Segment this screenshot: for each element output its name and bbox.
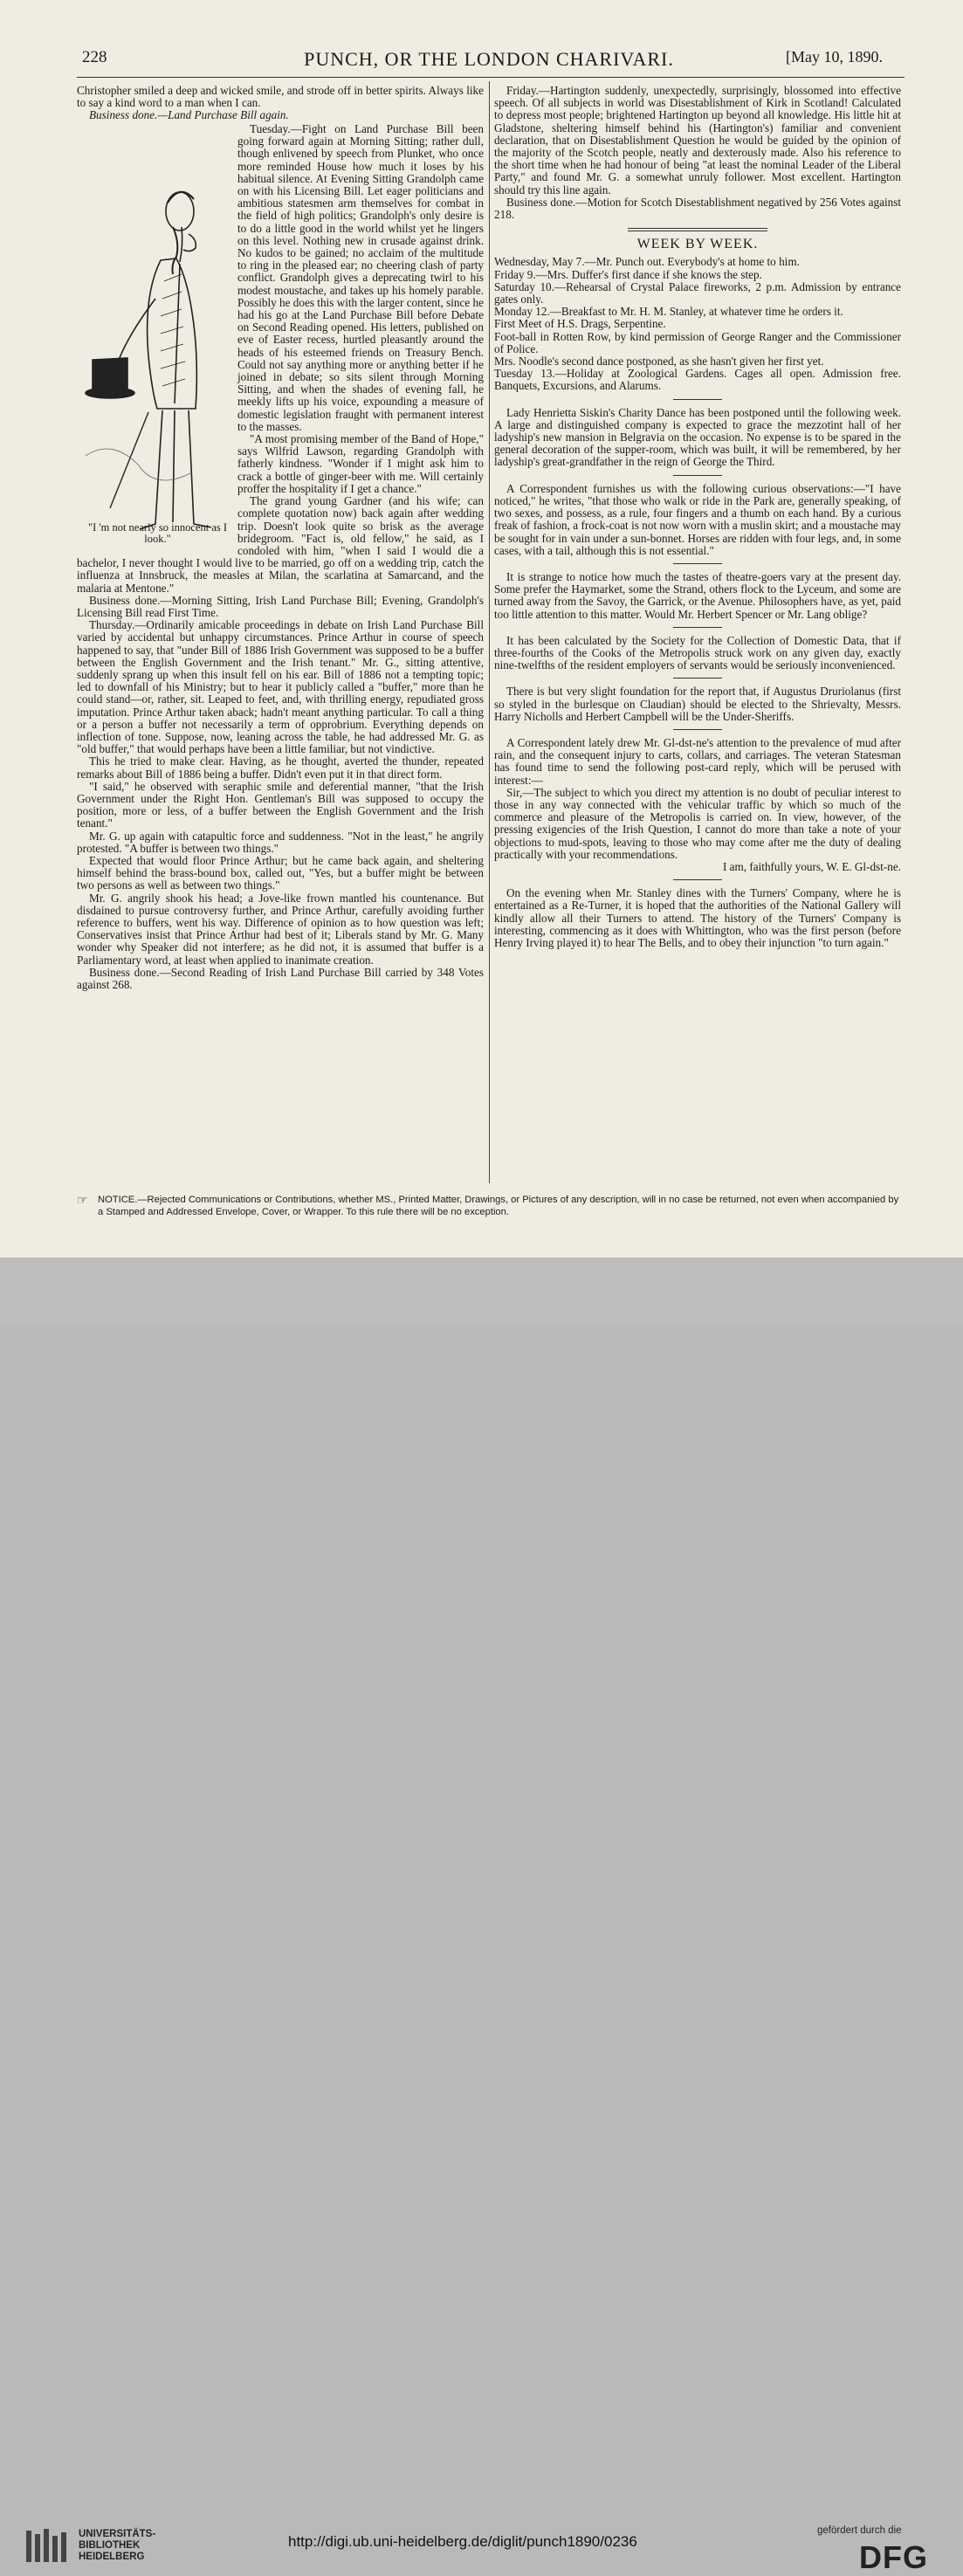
paragraph: Business done.—Morning Sitting, Irish Land Purchase Bill; Evening, Grandolph's Licensing Bill read First Time.	[77, 593, 484, 619]
editorial-notice: NOTICE.—Rejected Communications or Contributions, whether MS., Printed Matter, Drawings, or Pictures of any description, will in no case be returned, not even when accompanied by a Stamped and Addressed Envelope, Cover, or Wrapper. To this rule there will be no exception.	[98, 1195, 899, 1217]
paragraph: It is strange to notice how much the tastes of theatre-goers vary at the present day. Some prefer the Haymarket, some the Strand, others flock to the Lyceum, and some are turned away from the Savoy, the Garrick, or the Avenue. Philosophers have, as yet, paid too little attention to this matter. Would Mr. Herbert Spencer or Mr. Lang oblige?	[494, 569, 901, 621]
paragraph: Mr. G. up again with catapultic force and suddenness. "Not in the least," he angrily protested. "A buffer is between two things."	[77, 829, 484, 855]
university-library-logo-icon	[24, 2525, 70, 2567]
diary-entry: Saturday 10.—Rehearsal of Crystal Palace fireworks, 2 p.m. Admission by entrance gates only.	[494, 279, 901, 307]
newspaper-page	[0, 0, 963, 1257]
digital-library-url-link[interactable]: http://digi.ub.uni-heidelberg.de/diglit/punch1890/0236	[288, 2533, 637, 2550]
paragraph: Friday.—Hartington suddenly, unexpectedly, surprisingly, blossomed into effective speech. Of all subjects in world was Disestablishment of Kirk in Scotland! Calculated to depress most people; brightened Hartington up beyond all knowledge. His little hit at Gladstone, sheltering himself behind his (Hartington's) familiar and convenient declaration, that on Disestablishment Question he would be guided by the opinion of the majority of the Scotch people, neatly and dexterously made. Also his reference to the short time when he had honour of being "at least the nominal Leader of the Liberal Party," and found Mr. G. a somewhat unruly follower. Most excellent. Hartington should try this line again.	[494, 84, 901, 196]
diary-entry: Friday 9.—Mrs. Duffer's first dance if she knows the step.	[494, 267, 762, 281]
paragraph: Thursday.—Ordinarily amicable proceedings in debate on Irish Land Purchase Bill varied by accidental but unhappy circumstances. Prince Arthur in course of speech happened to say, that "under Bill of 1886 Irish Government was supposed to be a buffer between the English Government and the Irish tenant." Mr. G., sitting attentive, suddenly sprang up when this insult fell on his ear. Bill of 1886 not a tempting topic; led to downfall of his Ministry; but to hear it publicly called a "buffer," more than he could stand—or, rather, sit. Leaped to feet, and, with thrilling energy, repudiated gross imputation. Prince Arthur taken aback; hadn't meant anything particular. To call a thing or a person a buffer not necessarily a term of opprobrium. Everything depends on inflection of tone. Suppose, now, leaning across the table, he had addressed Mr. G. as "old buffer," that would perhaps have been a little familiar, but not vindictive.	[77, 618, 484, 756]
diary-entry: Wednesday, May 7.—Mr. Punch out. Everybody's at home to him.	[494, 255, 800, 269]
paragraph: Christopher smiled a deep and wicked smile, and strode off in better spirits. Always like to say a kind word to a man when I can.	[77, 84, 484, 110]
double-rule-separator	[628, 228, 767, 231]
diary-entry: Foot-ball in Rotten Row, by kind permission of George Ranger and the Commissioner of Police.	[494, 329, 901, 355]
paragraph: Tuesday.—Fight on Land Purchase Bill been going forward again at Morning Sitting; rather dull, though enlivened by speech from Plunket, who once more reminded House how much it loses by his habitual silence. At Evening Sitting Grandolph came on with his Licensing Bill. Let eager politicians and ambitious statesmen arm themselves for combat in the field of high politics; Grandolph's only desire is to do a little good in the world whilst yet he lingers on this level. Nothing new in crusade against drink. No kudos to be gained; no acclaim of the multitude to ring in the pleased ear; no cheering clash of party conflict. Grandolph gives a deprecating twirl to his modest moustache, and takes up his homely parable. Possibly he does this with the larger content, since he had his go at the Land Purchase Bill before Debate on Second Reading opened. His letters, published on eve of Easter recess, hurtled pleasantly around the heads of his esteemed friends on Treasury Bench. Could not say anything more or anything better if he joined in debate; so sits silent through Morning Sitting, and when the shades of evening fall, he meekly lifts up his voice, expounding a measure of domestic legislation fraught with permanent interest to the masses.	[237, 122, 484, 433]
diary-entry: Monday 12.—Breakfast to Mr. H. M. Stanley, at whatever time he orders it.	[494, 305, 843, 319]
diary-entry: First Meet of H.S. Drags, Serpentine.	[494, 317, 666, 331]
footer-bar	[0, 1257, 963, 2575]
paragraph: This he tried to make clear. Having, as he thought, averted the thunder, repeated remarks about Bill of 1886 being a buffer. Didn't even put it in that direct form.	[77, 754, 484, 781]
library-name: UNIVERSITÄTS- BIBLIOTHEK HEIDELBERG	[79, 2529, 156, 2562]
paragraph: Business done.—Land Purchase Bill again.	[89, 108, 289, 122]
section-title: WEEK BY WEEK.	[636, 237, 759, 252]
paragraph: "A most promising member of the Band of Hope," says Wilfrid Lawson, regarding Grandolph with fatherly kindness. "Wonder if I might ask him to crack a bottle of ginger-beer with me. Will certainly proffer the hospitality if I get a chance."	[237, 432, 484, 495]
paragraph: There is but very slight foundation for the report that, if Augustus Druriolanus (first so styled in the burlesque on Claudian) should be elected to the Shrievalty, Messrs. Harry Nicholls and Herbert Campbell will be the Under-Sheriffs.	[494, 685, 901, 723]
paragraph: The grand young Gardner (and his wife; can complete quotation now) back again after wedding trip. Doesn't look quite so brisk as the average bridegroom. "Fact is, old fellow," he said, as I condoled with him, "when I said I would die a bachelor, I never thought I would live to be married, go off on a wedding trip, catch the influenza at Innsbruck, the measles at Milan, the scarlatina at Samarcand, and the malaria at Mentone."	[77, 494, 484, 595]
separator-rule	[673, 399, 722, 400]
separator-rule	[673, 563, 722, 564]
separator-rule	[673, 475, 722, 476]
diary-entry: Mrs. Noodle's second dance postponed, as she hasn't given her first yet.	[494, 355, 824, 368]
right-column	[494, 85, 901, 949]
paragraph: Business done.—Motion for Scotch Disestablishment negatived by 256 Votes against 218.	[494, 195, 901, 222]
left-column-top	[77, 85, 484, 122]
header-rule	[77, 77, 905, 78]
pointing-hand-icon: ☞	[77, 1194, 88, 1208]
separator-rule	[673, 729, 722, 730]
signature-line: I am, faithfully yours, W. E. Gl-dst-ne.	[722, 859, 901, 873]
paragraph: A Correspondent furnishes us with the following curious observations:—"I have noticed," he writes, "that those who walk or ride in the Park are, generally speaking, of two sexes, and possess, as a rule, four fingers and a thumb on each hand. By a curious freak of fashion, a frock-coat is not now worn with a muslin skirt; and a moustache may be sought for in vain under a sun-bonnet. Horses are ridden with four legs, and, in some cases, with a tail, although this is not essential."	[494, 481, 901, 557]
paragraph: Business done.—Second Reading of Irish Land Purchase Bill carried by 348 Votes against 268.	[77, 965, 484, 992]
funding-note: gefördert durch die	[817, 2525, 902, 2536]
paragraph: Expected that would floor Prince Arthur; but he came back again, and sheltering himself behind the brass-bound box, called out, "Yes, but a buffer might be between two persons as well as between two things."	[77, 853, 484, 892]
diary-entry: Tuesday 13.—Holiday at Zoological Gardens. Cages all open. Admission free. Banquets, Excursions, and Alarums.	[494, 367, 901, 393]
separator-rule	[673, 627, 722, 628]
separator-rule	[673, 879, 722, 880]
paragraph: Lady Henrietta Siskin's Charity Dance has been postponed until the following week. A large and distinguished company is expected to grace the mezzotint hall of her ladyship's new mansion in Belgravia on the occasion. No expense is to be spared in the general decoration of the supper-room, which was built, it will be remembered, by her ladyship's great-grandfather in the reign of George the Third.	[494, 405, 901, 469]
paragraph: It has been calculated by the Society for the Collection of Domestic Data, that if three-fourths of the Cooks of the Metropolis struck work on any given day, exactly nine-twelfths of the resident employers of servants would be seriously inconvenienced.	[494, 633, 901, 672]
illustration-caption: "I 'm not nearly so innocent as I look."	[87, 521, 228, 545]
paragraph: Mr. G. angrily shook his head; a Jove-like frown mantled his countenance. But disdained to pursue controversy further, and Prince Arthur, carefully avoiding further reference to buffers, went his way. Difference of opinion as to how question was left; Conservatives insist that Prince Arthur had best of it; Liberals stand by Mr. G. Many wonder why Speaker did not interfere; as he did not, it is assumed that buffer is a Parliamentary word, at least when applied to inanimate creation.	[77, 891, 484, 967]
left-column-wrap	[77, 123, 484, 991]
masthead-title: PUNCH, OR THE LONDON CHARIVARI.	[304, 48, 674, 70]
page-number: 228	[82, 48, 107, 66]
paragraph: "I said," he observed with seraphic smile and deferential manner, "that the Irish Government under the Right Hon. Gentleman's Bill was supposed to occupy the position, more or less, of a buffer between the English Government and the Irish tenant."	[77, 779, 484, 830]
paragraph: A Correspondent lately drew Mr. Gl-dst-ne's attention to the prevalence of mud after rain, and the consequent injury to carts, collars, and carriages. The veteran Statesman has found time to send the following post-card reply, which will be perused with interest:—	[494, 735, 901, 787]
paragraph: On the evening when Mr. Stanley dines with the Turners' Company, where he is entertained as a Re-Turner, it is hoped that the authorities of the National Gallery will kindly allow all their Turners to attend. The history of the Turners' Company is interesting, commencing as it does with Whittington, who was the first person (before Henry Irving played it) to hear The Bells, and to obey their injunction "to turn again."	[494, 886, 901, 949]
issue-date: [May 10, 1890.	[786, 48, 883, 65]
dfg-logo: DFG	[859, 2539, 928, 2575]
paragraph: Sir,—The subject to which you direct my attention is no doubt of peculiar interest to those in any way connected with the vehicular traffic by which so much of the commerce and pleasure of the Metropolis is carried on. In view, however, of the pressing exigencies of the Irish Question, I cannot do more than take a note of your objections to mud-spots, leaving to those who may come after me the duty of dealing practically with your recommendations.	[494, 785, 901, 861]
illustration-spacer	[77, 123, 237, 547]
column-divider	[489, 81, 490, 1183]
